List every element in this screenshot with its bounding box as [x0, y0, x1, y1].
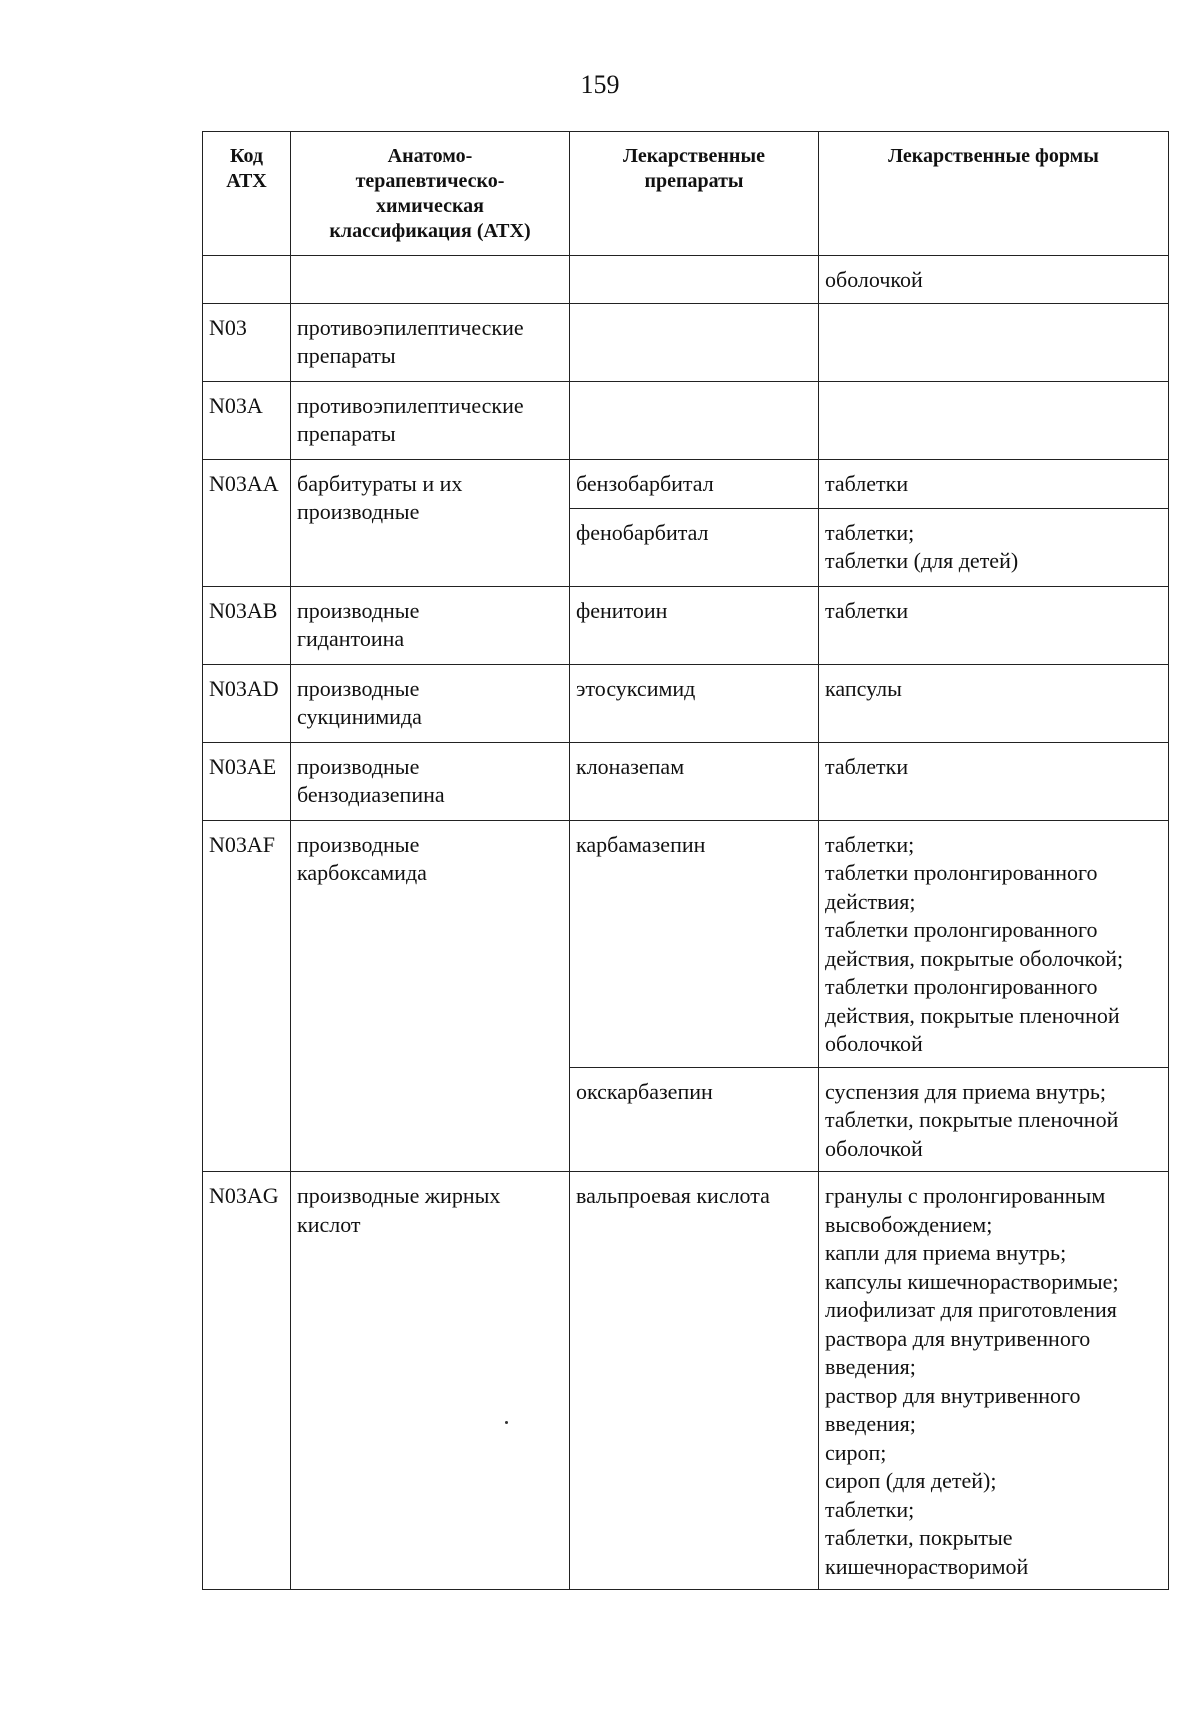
form-cell: таблетки	[819, 459, 1169, 508]
code-cell: N03AA	[203, 459, 291, 586]
drug-cell: вальпроевая кислота	[570, 1172, 819, 1590]
drug-cell: карбамазепин	[570, 820, 819, 1067]
table-row	[203, 303, 1169, 381]
class-cell: производные сукцинимида	[291, 664, 570, 742]
class-cell	[291, 256, 570, 304]
table-header-row	[203, 132, 1169, 256]
class-cell: производные гидантоина	[291, 586, 570, 664]
drug-cell: фенитоин	[570, 586, 819, 664]
form-cell: оболочкой	[819, 256, 1169, 304]
table-row	[203, 459, 1169, 508]
header-drugs: Лекарственные препараты	[570, 132, 819, 256]
drug-cell: фенобарбитал	[570, 508, 819, 586]
form-cell: таблетки	[819, 586, 1169, 664]
scan-speck	[505, 1421, 508, 1424]
drug-cell: бензобарбитал	[570, 459, 819, 508]
drug-cell: этосуксимид	[570, 664, 819, 742]
form-cell	[819, 303, 1169, 381]
form-cell: таблетки; таблетки пролонгированного действия; таблетки пролонгированного действия, покрытые оболочкой; таблетки пролонгированного действия, покрытые пленочной оболочкой	[819, 820, 1169, 1067]
code-cell: N03AG	[203, 1172, 291, 1590]
code-cell: N03AE	[203, 742, 291, 820]
drug-cell: окскарбазепин	[570, 1067, 819, 1172]
class-cell: производные карбоксамида	[291, 820, 570, 1172]
form-cell: суспензия для приема внутрь; таблетки, покрытые пленочной оболочкой	[819, 1067, 1169, 1172]
header-classification: Анатомо- терапевтическо- химическая классификация (АТХ)	[291, 132, 570, 256]
table-row	[203, 1172, 1169, 1590]
class-cell: производные бензодиазепина	[291, 742, 570, 820]
atx-table	[202, 131, 1169, 1590]
header-forms: Лекарственные формы	[819, 132, 1169, 256]
table-row	[203, 586, 1169, 664]
header-code: Код АТХ	[203, 132, 291, 256]
code-cell: N03A	[203, 381, 291, 459]
form-cell: таблетки; таблетки (для детей)	[819, 508, 1169, 586]
class-cell: барбитураты и их производные	[291, 459, 570, 586]
code-cell: N03	[203, 303, 291, 381]
class-cell: противоэпилептические препараты	[291, 381, 570, 459]
drug-cell: клоназепам	[570, 742, 819, 820]
code-cell: N03AD	[203, 664, 291, 742]
class-cell: производные жирных кислот	[291, 1172, 570, 1590]
table-row	[203, 381, 1169, 459]
drug-cell	[570, 303, 819, 381]
table-row	[203, 820, 1169, 1067]
table-row	[203, 256, 1169, 304]
code-cell: N03AB	[203, 586, 291, 664]
drug-cell	[570, 381, 819, 459]
page-number: 159	[580, 70, 620, 99]
class-cell: противоэпилептические препараты	[291, 303, 570, 381]
table-row	[203, 664, 1169, 742]
form-cell: капсулы	[819, 664, 1169, 742]
drug-cell	[570, 256, 819, 304]
table-row	[203, 742, 1169, 820]
form-cell	[819, 381, 1169, 459]
code-cell: N03AF	[203, 820, 291, 1172]
code-cell	[203, 256, 291, 304]
form-cell: гранулы с пролонгированным высвобождением; капли для приема внутрь; капсулы кишечнорастворимые; лиофилизат для приготовления раствора для внутривенного введения; раствор для внутривенного введения; сироп; сироп (для детей); таблетки; таблетки, покрытые кишечнорастворимой	[819, 1172, 1169, 1590]
form-cell: таблетки	[819, 742, 1169, 820]
